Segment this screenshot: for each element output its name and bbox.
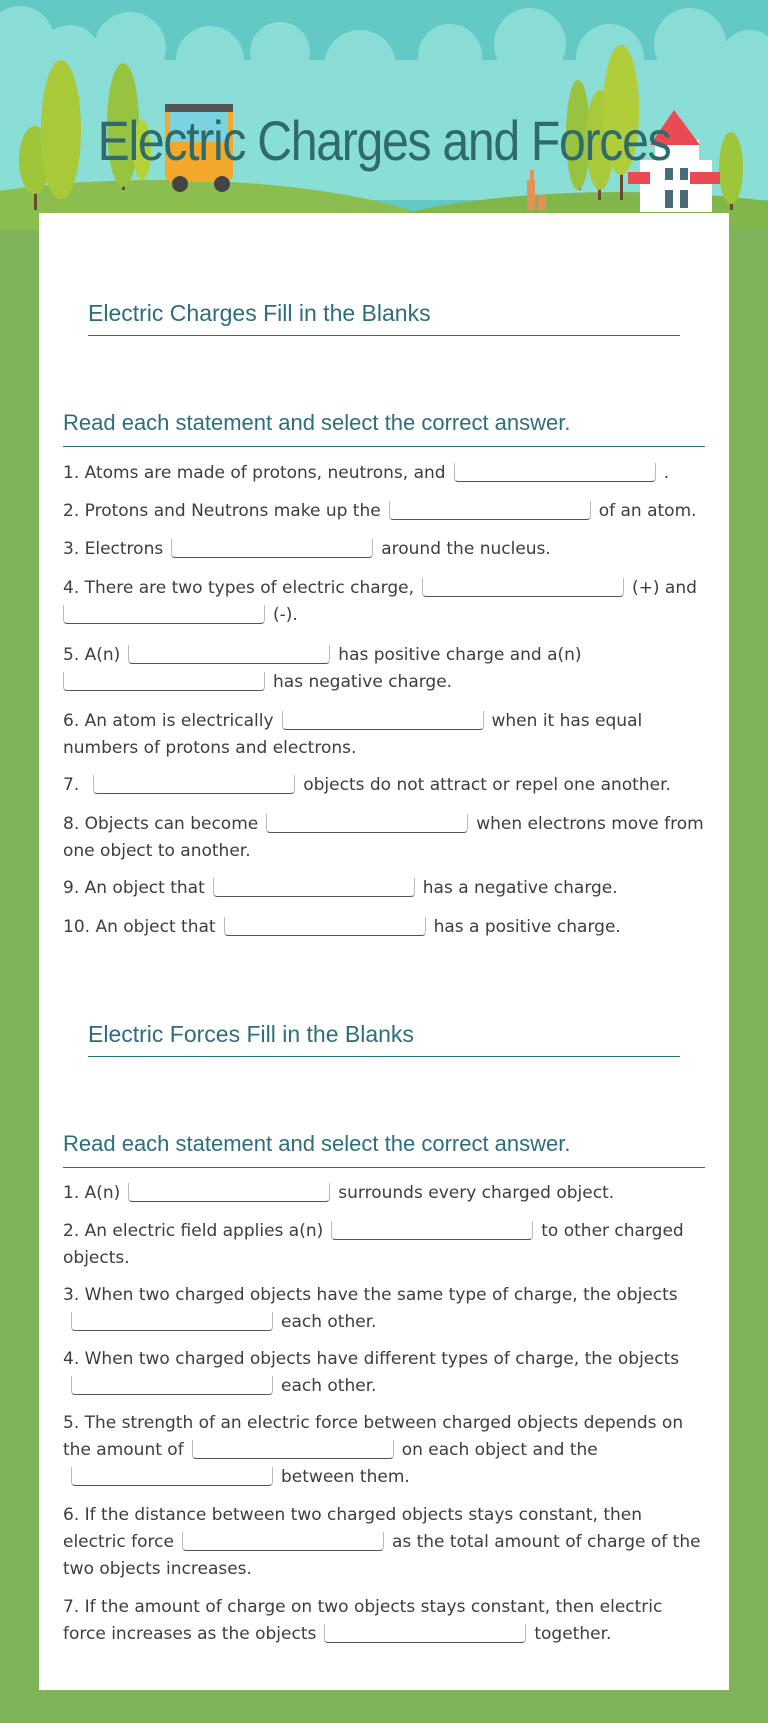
answer-blank[interactable]: [128, 645, 330, 664]
answer-blank[interactable]: [454, 463, 656, 482]
forces-question-5: 5. The strength of an electric force between charged objects depends on the amount of on each object and thebetween them.: [63, 1413, 684, 1487]
forces-question-2: 2. An electric field applies a(n) to other charged objects.: [63, 1221, 684, 1268]
answer-blank[interactable]: [266, 814, 468, 833]
answer-blank[interactable]: [422, 578, 624, 597]
charges-question-5: 5. A(n) has positive charge and a(n) has negative charge.: [63, 645, 582, 692]
answer-blank[interactable]: [128, 1183, 330, 1202]
answer-blank[interactable]: [93, 775, 295, 794]
answer-blank[interactable]: [71, 1467, 273, 1486]
answer-blank[interactable]: [192, 1440, 394, 1459]
instruction-forces: Read each statement and select the correct answer.: [63, 1131, 705, 1168]
answer-blank[interactable]: [331, 1221, 533, 1240]
answer-blank[interactable]: [171, 539, 373, 558]
answer-blank[interactable]: [282, 711, 484, 730]
instruction-charges: Read each statement and select the correct answer.: [63, 410, 705, 447]
forces-question-6: 6. If the distance between two charged objects stays constant, then electric force as the total amount of charge of the two objects increases.: [63, 1505, 701, 1579]
answer-blank[interactable]: [71, 1376, 273, 1395]
forces-question-7: 7. If the amount of charge on two objects stays constant, then electric force increases as the objects together.: [63, 1597, 663, 1644]
answer-blank[interactable]: [63, 605, 265, 624]
page-title: Electric Charges and Forces: [97, 109, 671, 172]
charges-question-2: 2. Protons and Neutrons make up the of an atom.: [63, 501, 697, 521]
charges-question-10: 10. An object that has a positive charge.: [63, 917, 621, 937]
section-title-charges: Electric Charges Fill in the Blanks: [88, 300, 680, 336]
answer-blank[interactable]: [389, 501, 591, 520]
charges-question-1: 1. Atoms are made of protons, neutrons, and .: [63, 463, 669, 483]
charges-question-3: 3. Electrons around the nucleus.: [63, 539, 551, 559]
forces-question-4: 4. When two charged objects have different types of charge, the objectseach other.: [63, 1349, 680, 1396]
charges-question-7: 7. objects do not attract or repel one another.: [63, 775, 671, 795]
forces-question-1: 1. A(n) surrounds every charged object.: [63, 1183, 615, 1203]
answer-blank[interactable]: [63, 672, 265, 691]
answer-blank[interactable]: [213, 878, 415, 897]
charges-question-4: 4. There are two types of electric charge, (+) and (-).: [63, 578, 697, 625]
answer-blank[interactable]: [224, 917, 426, 936]
answer-blank[interactable]: [182, 1532, 384, 1551]
forces-question-3: 3. When two charged objects have the same type of charge, the objectseach other.: [63, 1285, 678, 1332]
charges-question-6: 6. An atom is electrically when it has equal numbers of protons and electrons.: [63, 711, 643, 758]
answer-blank[interactable]: [71, 1312, 273, 1331]
charges-question-8: 8. Objects can become when electrons move from one object to another.: [63, 814, 704, 861]
charges-question-9: 9. An object that has a negative charge.: [63, 878, 618, 898]
section-title-forces: Electric Forces Fill in the Blanks: [88, 1021, 680, 1057]
answer-blank[interactable]: [324, 1624, 526, 1643]
